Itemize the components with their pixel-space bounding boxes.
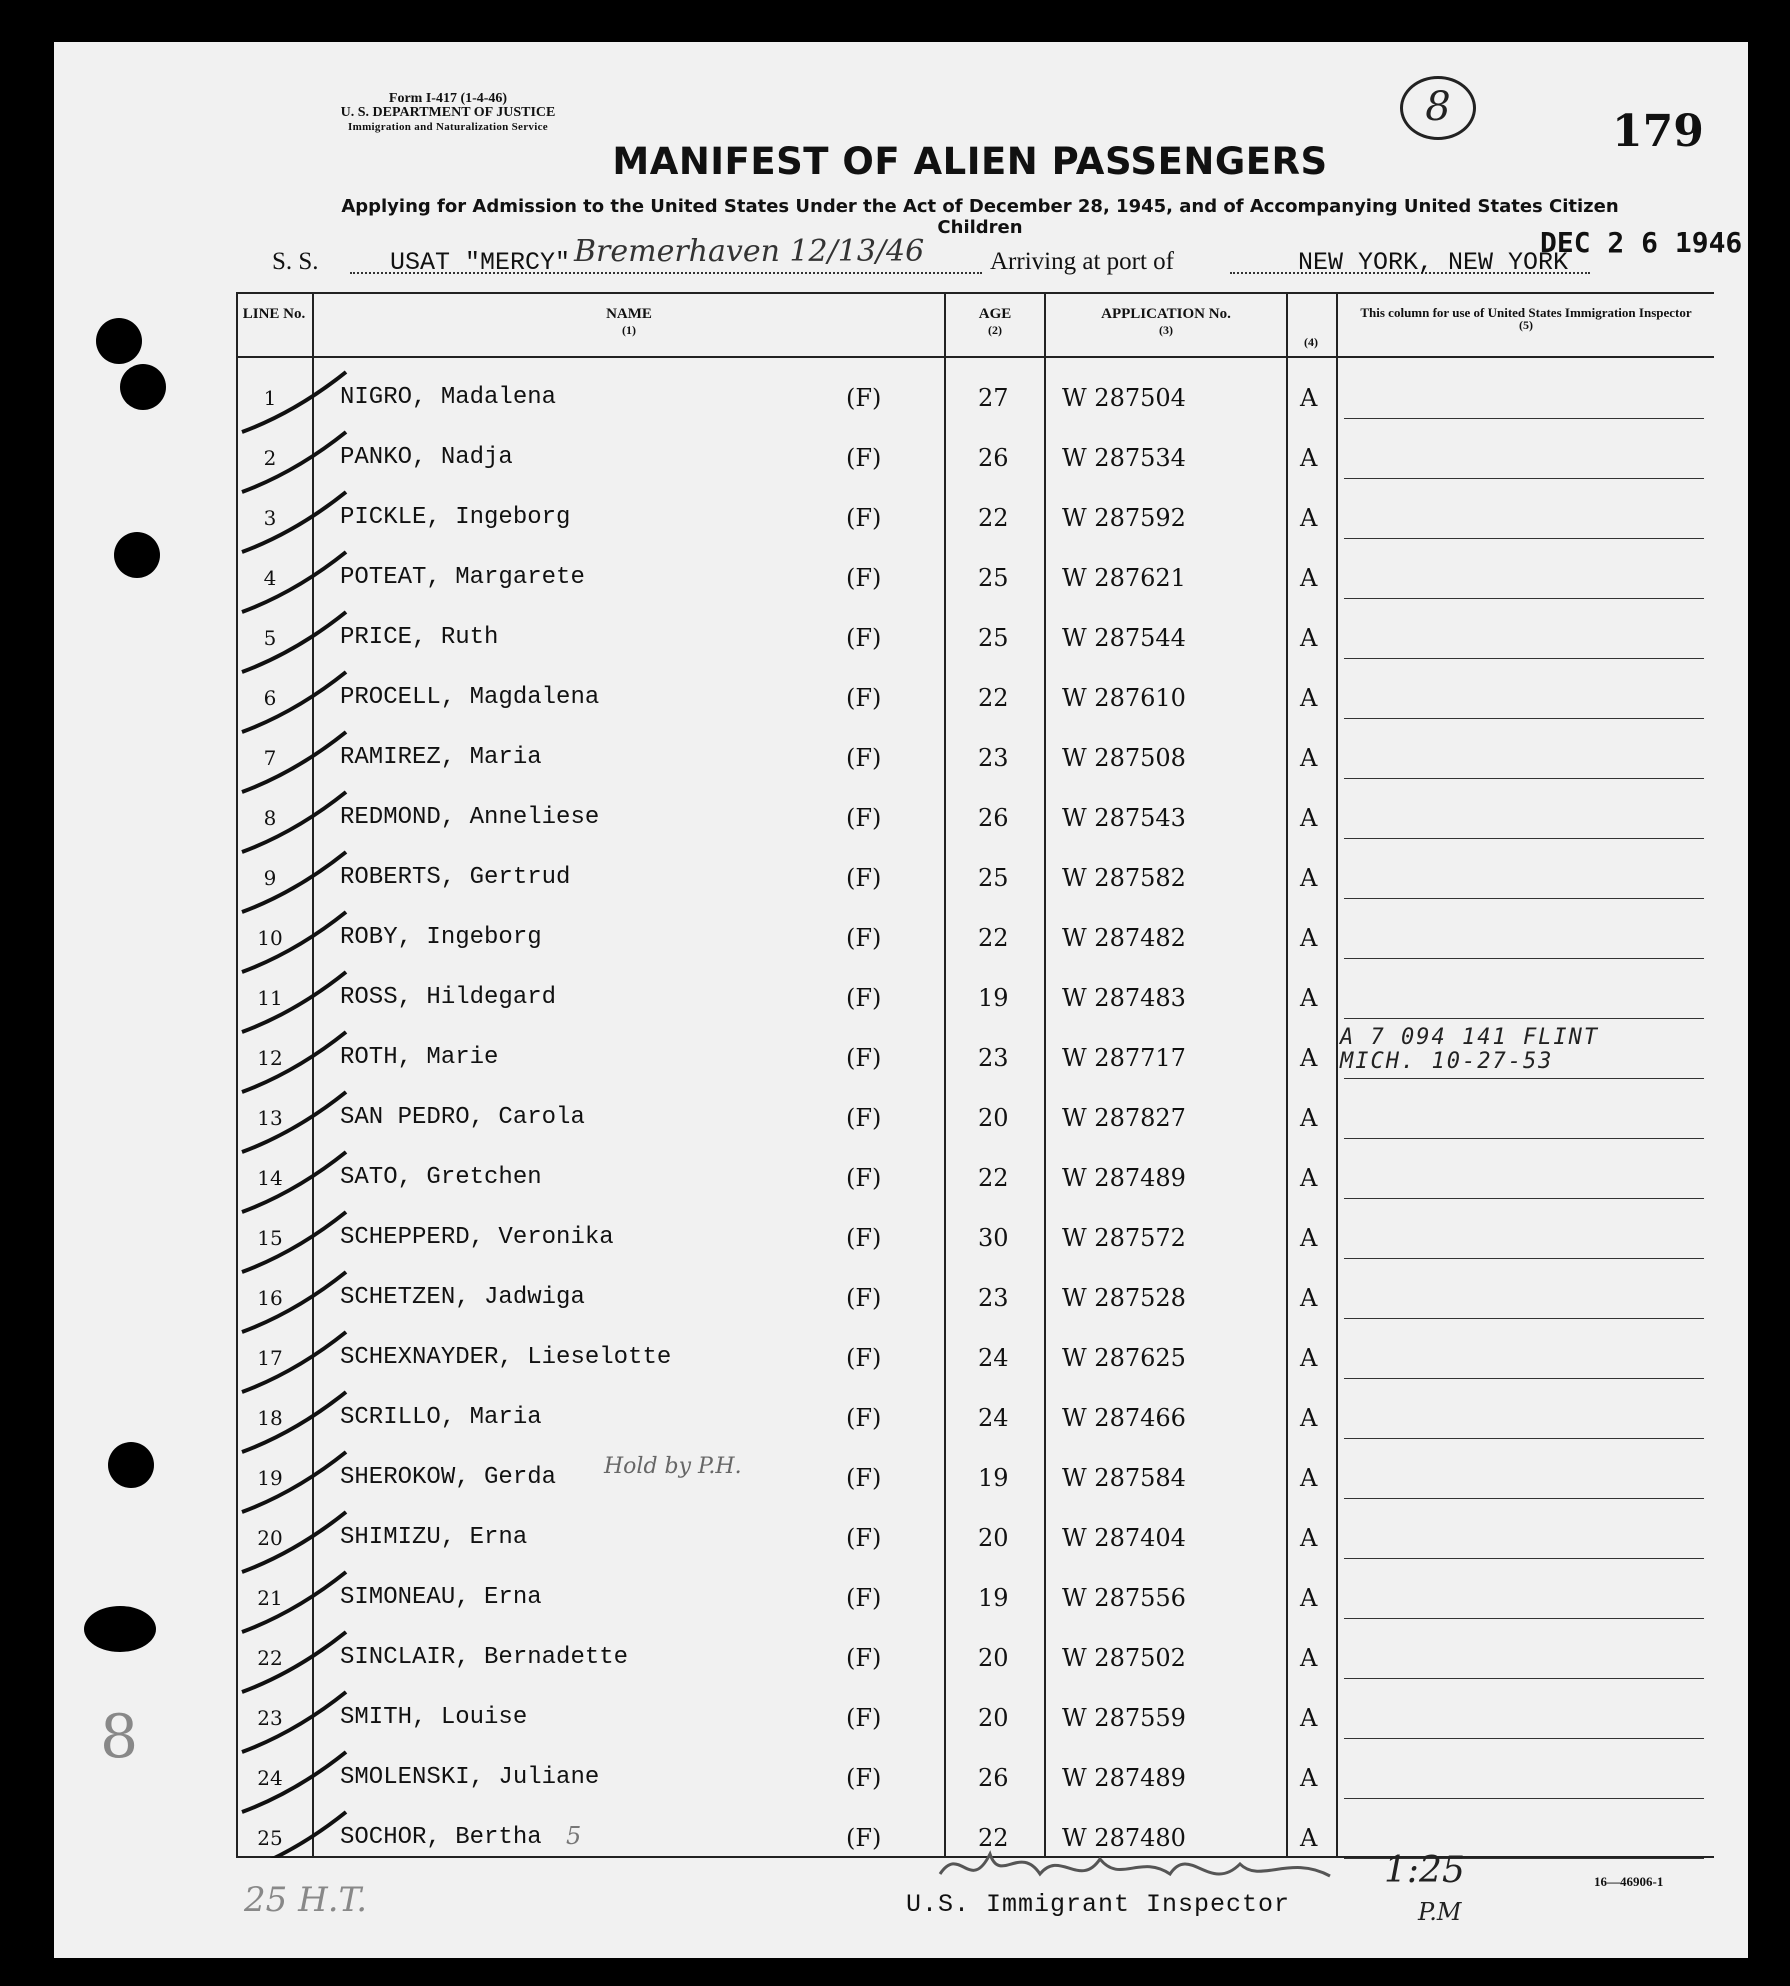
line-number: 19 [257,1466,283,1490]
inspector-entry-line [1344,1078,1704,1079]
passenger-sex: (F) [846,1284,882,1312]
passenger-sex: (F) [846,444,882,472]
inspector-entry-line [1344,598,1704,599]
inspector-entry-line [1344,898,1704,899]
passenger-sex: (F) [846,564,882,592]
passenger-name: REDMOND, Anneliese [340,804,600,831]
inspector-entry-line [1344,1138,1704,1139]
passenger-age: 19 [978,984,1009,1012]
department-name: U. S. DEPARTMENT OF JUSTICE [340,105,556,120]
passenger-table [236,292,1714,1858]
application-number: W 287528 [1062,1284,1186,1312]
time-note: 1:25 [1384,1850,1465,1891]
inspector-entry-line [1344,1678,1704,1679]
application-number: W 287508 [1062,744,1186,772]
passenger-sex: (F) [846,1644,882,1672]
line-number: 15 [257,1226,283,1250]
passenger-sex: (F) [846,1524,882,1552]
col4-header-number: (4) [1304,335,1318,349]
table-row [236,1632,1714,1692]
passenger-age: 20 [978,1104,1009,1132]
application-number: W 287482 [1062,924,1186,952]
column-header-line: LINE No. [242,306,306,322]
passenger-age: 25 [978,564,1009,592]
status-code: A [1300,1524,1318,1552]
status-code: A [1300,1704,1318,1732]
date-stamp: DEC 2 6 1946 [1540,226,1743,259]
inspector-entry-line [1344,418,1704,419]
passenger-name: SIMONEAU, Erna [340,1584,542,1611]
status-code: A [1300,1584,1318,1612]
table-row [236,852,1714,912]
form-number: Form I-417 (1-4-46) [388,91,508,106]
line-number: 21 [257,1586,283,1610]
application-number: W 287504 [1062,384,1186,412]
status-code: A [1300,1104,1318,1132]
inspector-entry-line [1344,1618,1704,1619]
passenger-name: SATO, Gretchen [340,1164,542,1191]
inspector-note-line1: A 7 094 141 FLINT [1340,1025,1600,1050]
passenger-sex: (F) [846,1764,882,1792]
ss-label: S. S. [272,248,319,275]
table-row [236,1212,1714,1272]
inspector-entry-line [1344,538,1704,539]
inspector-entry-line [1344,1558,1704,1559]
status-code: A [1300,444,1318,472]
table-row [236,1752,1714,1812]
status-code: A [1300,564,1318,592]
table-row [236,492,1714,552]
passenger-sex: (F) [846,684,882,712]
name-header-number: (1) [622,323,636,337]
table-row [236,1572,1714,1632]
arriving-label: Arriving at port of [990,248,1174,275]
inspector-entry-line [1344,1258,1704,1259]
passenger-sex: (F) [846,624,882,652]
table-row [236,612,1714,672]
punch-hole [114,532,160,578]
passenger-sex: (F) [846,1464,882,1492]
passenger-age: 26 [978,1764,1009,1792]
status-code: A [1300,504,1318,532]
line-number: 18 [257,1406,283,1430]
table-row [236,1152,1714,1212]
inspector-entry-line [1344,958,1704,959]
status-code: A [1300,1824,1318,1852]
table-row [236,1332,1714,1392]
passenger-sex: (F) [846,504,882,532]
table-row [236,1272,1714,1332]
inspector-entry-line [1344,1018,1704,1019]
passenger-sex: (F) [846,1044,882,1072]
time-suffix: P.M [1418,1898,1462,1926]
passenger-name: ROBERTS, Gertrud [340,864,571,891]
punch-hole [108,1442,154,1488]
passenger-age: 26 [978,444,1009,472]
line-number: 13 [257,1106,283,1130]
handwritten-origin: Bremerhaven 12/13/46 [574,234,925,269]
passenger-sex: (F) [846,1824,882,1852]
passenger-name: SHIMIZU, Erna [340,1524,528,1551]
status-code: A [1300,1164,1318,1192]
passenger-name: PROCELL, Magdalena [340,684,600,711]
passenger-age: 23 [978,1044,1009,1072]
passenger-name: PANKO, Nadja [340,444,513,471]
vessel-name: USAT "MERCY" [390,248,571,277]
passenger-age: 24 [978,1344,1009,1372]
passenger-name: SAN PEDRO, Carola [340,1104,585,1131]
line-number: 8 [263,806,277,830]
application-number: W 287534 [1062,444,1186,472]
passenger-age: 26 [978,804,1009,832]
age-header-number: (2) [988,323,1002,337]
passenger-age: 22 [978,1164,1009,1192]
hold-note: Hold by P.H. [604,1454,742,1479]
passenger-age: 27 [978,384,1009,412]
passenger-age: 22 [978,924,1009,952]
punch-hole [84,1606,156,1652]
table-row [236,1092,1714,1152]
passenger-name: ROTH, Marie [340,1044,499,1071]
line-number: 11 [257,986,283,1010]
application-number: W 287610 [1062,684,1186,712]
header-bottom-border [236,356,1714,358]
application-number: W 287556 [1062,1584,1186,1612]
inspector-entry-line [1344,1798,1704,1799]
passenger-name: SHEROKOW, Gerda [340,1464,557,1491]
table-row [236,372,1714,432]
passenger-age: 25 [978,624,1009,652]
inspector-entry-line [1344,718,1704,719]
passenger-age: 20 [978,1704,1009,1732]
line-number: 22 [257,1646,283,1670]
status-code: A [1300,684,1318,712]
status-code: A [1300,984,1318,1012]
passenger-sex: (F) [846,804,882,832]
passenger-sex: (F) [846,1164,882,1192]
passenger-sex: (F) [846,744,882,772]
table-row [236,1452,1714,1512]
passenger-name: SCHETZEN, Jadwiga [340,1284,585,1311]
table-row [236,972,1714,1032]
passenger-name: PICKLE, Ingeborg [340,504,571,531]
passenger-age: 22 [978,1824,1009,1852]
line-number: 3 [263,506,277,530]
passenger-age: 30 [978,1224,1009,1252]
line-number: 12 [257,1046,283,1070]
column-header-application [1048,306,1284,338]
line-number: 6 [263,686,277,710]
table-row [236,432,1714,492]
status-code: A [1300,1464,1318,1492]
application-header-label: APPLICATION No. [1101,306,1231,322]
passenger-sex: (F) [846,1404,882,1432]
application-number: W 287466 [1062,1404,1186,1432]
passenger-age: 19 [978,1464,1009,1492]
age-header-label: AGE [978,306,1012,322]
passenger-name: ROBY, Ingeborg [340,924,542,951]
status-code: A [1300,1284,1318,1312]
passenger-sex: (F) [846,1224,882,1252]
inspector-entry-line [1344,1198,1704,1199]
passenger-age: 22 [978,684,1009,712]
application-number: W 287625 [1062,1344,1186,1372]
inspector-header-number: (5) [1519,318,1533,332]
application-number: W 287544 [1062,624,1186,652]
inspector-entry-line [1344,1438,1704,1439]
application-number: W 287483 [1062,984,1186,1012]
status-code: A [1300,804,1318,832]
passenger-sex: (F) [846,984,882,1012]
application-number: W 287717 [1062,1044,1186,1072]
inspector-entry-line [1344,478,1704,479]
circled-number: 8 [1400,76,1476,140]
signature-label: U.S. Immigrant Inspector [906,1890,1291,1919]
service-name: Immigration and Naturalization Service [348,121,548,133]
table-top-border [236,292,1714,294]
table-row [236,1392,1714,1452]
application-number: W 287584 [1062,1464,1186,1492]
passenger-age: 23 [978,1284,1009,1312]
passenger-sex: (F) [846,1584,882,1612]
passenger-name: SCRILLO, Maria [340,1404,542,1431]
status-code: A [1300,624,1318,652]
name-header-label: NAME [606,306,652,322]
application-number: W 287572 [1062,1224,1186,1252]
table-row [236,732,1714,792]
form-identification [268,92,628,134]
status-code: A [1300,1404,1318,1432]
line-number: 20 [257,1526,283,1550]
passenger-sex: (F) [846,864,882,892]
punch-hole [96,318,142,364]
passenger-age: 25 [978,864,1009,892]
passenger-name: SCHEXNAYDER, Lieselotte [340,1344,672,1371]
status-code: A [1300,384,1318,412]
passenger-age: 22 [978,504,1009,532]
inspector-entry-line [1344,1738,1704,1739]
application-header-number: (3) [1159,323,1173,337]
passenger-age: 19 [978,1584,1009,1612]
column-header-4 [1288,334,1334,350]
passenger-sex: (F) [846,1344,882,1372]
total-note: 25 H.T. [244,1880,368,1920]
page-title: MANIFEST OF ALIEN PASSENGERS [612,140,1328,183]
line-number: 16 [257,1286,283,1310]
line-number: 4 [263,566,277,590]
status-code: A [1300,744,1318,772]
line-number: 1 [263,386,277,410]
inspector-entry-line [1344,658,1704,659]
passenger-name: NIGRO, Madalena [340,384,557,411]
line-number: 23 [257,1706,283,1730]
application-number: W 287502 [1062,1644,1186,1672]
port-name: NEW YORK, NEW YORK [1298,248,1569,277]
passenger-sex: (F) [846,924,882,952]
application-number: W 287543 [1062,804,1186,832]
column-header-age [948,306,1042,338]
suffix-note: 5 [566,1822,582,1850]
application-number: W 287827 [1062,1104,1186,1132]
passenger-sex: (F) [846,1704,882,1732]
line-number: 14 [257,1166,283,1190]
passenger-name: RAMIREZ, Maria [340,744,542,771]
passenger-name: SMOLENSKI, Juliane [340,1764,600,1791]
passenger-name: ROSS, Hildegard [340,984,557,1011]
passenger-age: 24 [978,1404,1009,1432]
passenger-name: SCHEPPERD, Veronika [340,1224,614,1251]
vessel-dotted-line [350,272,982,274]
status-code: A [1300,1764,1318,1792]
application-number: W 287621 [1062,564,1186,592]
application-number: W 287404 [1062,1524,1186,1552]
passenger-name: SOCHOR, Bertha [340,1824,542,1851]
application-number: W 287592 [1062,504,1186,532]
line-number: 5 [263,626,277,650]
application-number: W 287559 [1062,1704,1186,1732]
passenger-name: PRICE, Ruth [340,624,499,651]
table-row [236,792,1714,852]
line-number: 24 [257,1766,283,1790]
table-row [236,672,1714,732]
status-code: A [1300,1044,1318,1072]
column-header-inspector [1340,306,1712,332]
inspector-entry-line [1344,778,1704,779]
status-code: A [1300,924,1318,952]
passenger-age: 20 [978,1644,1009,1672]
inspector-entry-line [1344,1318,1704,1319]
form-code: 16—46906-1 [1594,1874,1664,1889]
column-header-name [316,306,942,338]
inspector-note-line2: MICH. 10-27-53 [1340,1049,1554,1074]
status-code: A [1300,1644,1318,1672]
line-number: 7 [263,746,277,770]
passenger-age: 23 [978,744,1009,772]
passenger-age: 20 [978,1524,1009,1552]
table-row [236,1512,1714,1572]
status-code: A [1300,864,1318,892]
punch-hole [120,364,166,410]
inspector-entry-line [1344,838,1704,839]
application-number: W 287582 [1062,864,1186,892]
table-row [236,552,1714,612]
line-number: 9 [263,866,277,890]
status-code: A [1300,1224,1318,1252]
inspector-entry-line [1344,1378,1704,1379]
page-number: 179 [1612,106,1704,157]
margin-count: 8 [100,1702,139,1772]
page-subtitle: Applying for Admission to the United States Under the Act of December 28, 1945, and of Accompanying United States Citizen Children [341,196,1619,238]
inspector-header-label: This column for use of United States Immigration Inspector [1360,305,1692,320]
inspector-note [1340,1026,1599,1074]
table-row [236,1692,1714,1752]
passenger-sex: (F) [846,384,882,412]
status-code: A [1300,1344,1318,1372]
passenger-sex: (F) [846,1104,882,1132]
table-row [236,912,1714,972]
line-number: 10 [257,926,283,950]
line-number: 17 [257,1346,283,1370]
passenger-name: SINCLAIR, Bernadette [340,1644,629,1671]
application-number: W 287489 [1062,1764,1186,1792]
application-number: W 287489 [1062,1164,1186,1192]
passenger-name: POTEAT, Margarete [340,564,585,591]
application-number: W 287480 [1062,1824,1186,1852]
line-number: 2 [263,446,277,470]
passenger-name: SMITH, Louise [340,1704,528,1731]
line-number: 25 [257,1826,283,1850]
inspector-entry-line [1344,1498,1704,1499]
